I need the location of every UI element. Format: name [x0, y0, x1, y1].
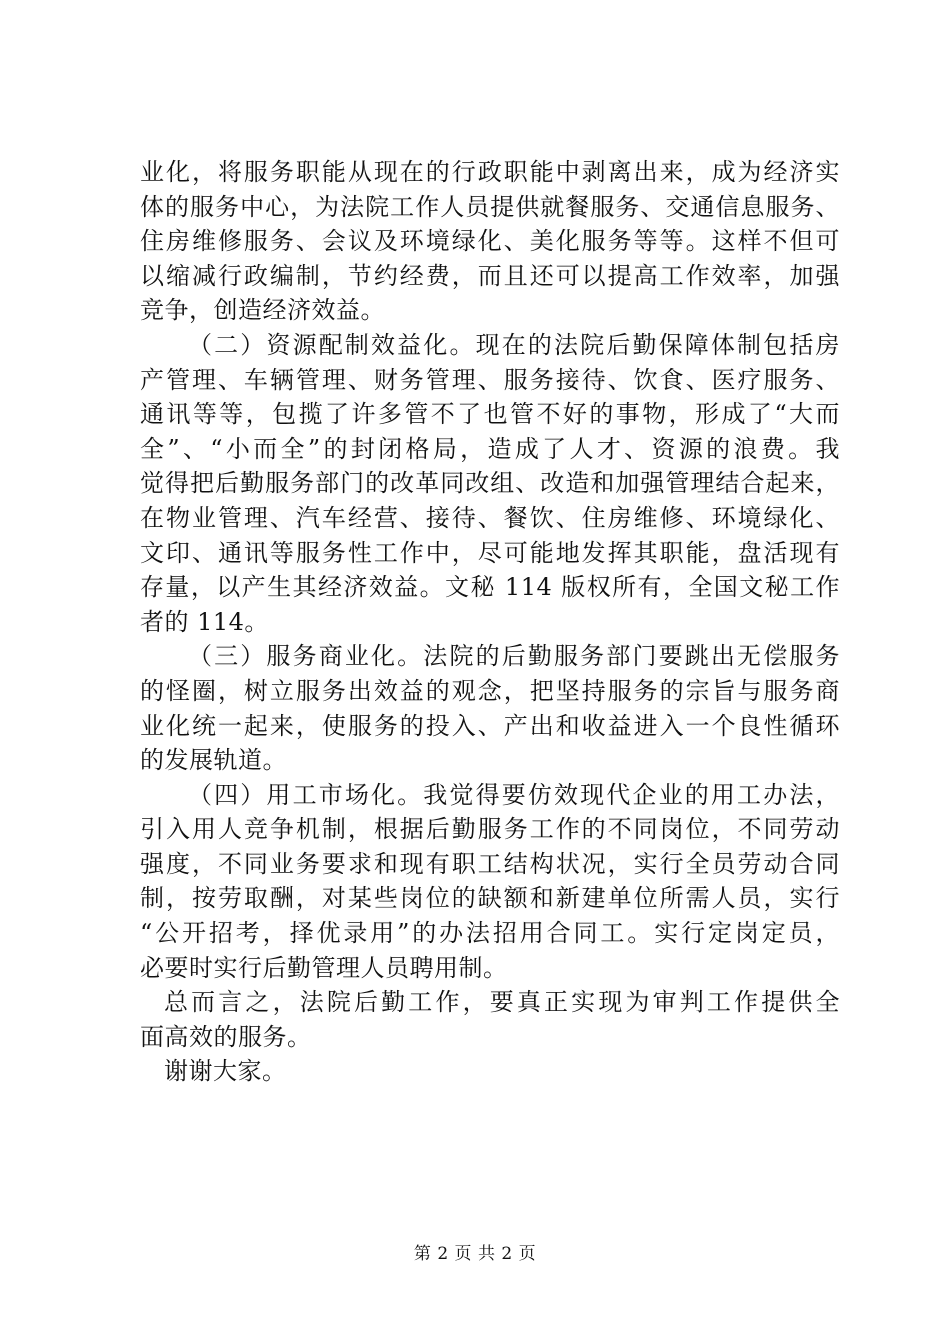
text-line: （二）资源配制效益化。现在的法院后勤保障体制包括房: [188, 330, 840, 359]
text-line: 业化，将服务职能从现在的行政职能中剥离出来，成为经济实: [140, 158, 840, 186]
text-line: “公开招考，择优录用”的办法招用合同工。实行定岗定员，: [140, 919, 840, 948]
text-line: 总而言之，法院后勤工作，要真正实现为审判工作提供全: [164, 988, 840, 1017]
text-line: 体的服务中心，为法院工作人员提供就餐服务、交通信息服务、: [140, 192, 840, 221]
text-line: 强度，不同业务要求和现有职工结构状况，实行全员劳动合同: [140, 849, 840, 878]
text-line: 产管理、车辆管理、财务管理、服务接待、饮食、医疗服务、: [140, 365, 840, 394]
text-line: 以缩减行政编制，节约经费，而且还可以提高工作效率，加强: [140, 261, 840, 290]
text-line: 业化统一起来，使服务的投入、产出和收益进入一个良性循环: [140, 711, 840, 740]
page-footer: 第 2 页 共 2 页: [413, 1244, 537, 1264]
text-line: 住房维修服务、会议及环境绿化、美化服务等等。这样不但可: [140, 227, 840, 256]
text-line: 者的 114。: [140, 607, 269, 636]
text-line: 竞争，创造经济效益。: [140, 296, 385, 325]
text-line: 存量，以产生其经济效益。文秘 114 版权所有，全国文秘工作: [140, 573, 840, 602]
text-line: 的发展轨道。: [140, 746, 287, 775]
text-line: 必要时实行后勤管理人员聘用制。: [140, 953, 508, 982]
text-line: 引入用人竞争机制，根据后勤服务工作的不同岗位，不同劳动: [140, 815, 840, 844]
text-line: 文印、通讯等服务性工作中，尽可能地发挥其职能，盘活现有: [140, 538, 840, 567]
text-line: 谢谢大家。: [164, 1057, 287, 1086]
text-line: 在物业管理、汽车经营、接待、餐饮、住房维修、环境绿化、: [140, 503, 840, 532]
text-line: （三）服务商业化。法院的后勤服务部门要跳出无偿服务: [188, 642, 840, 671]
text-line: 制，按劳取酬，对某些岗位的缺额和新建单位所需人员，实行: [140, 884, 840, 913]
text-line: 觉得把后勤服务部门的改革同改组、改造和加强管理结合起来，: [140, 469, 840, 498]
text-line: （四）用工市场化。我觉得要仿效现代企业的用工办法，: [188, 780, 840, 809]
text-line: 通讯等等，包揽了许多管不了也管不好的事物，形成了“大而: [140, 400, 840, 429]
document-body: [140, 155, 840, 1089]
text-line: 的怪圈，树立服务出效益的观念，把坚持服务的宗旨与服务商: [140, 676, 840, 705]
text-line: 全”、“小而全”的封闭格局，造成了人才、资源的浪费。我: [140, 434, 840, 463]
text-line: 面高效的服务。: [140, 1022, 312, 1051]
